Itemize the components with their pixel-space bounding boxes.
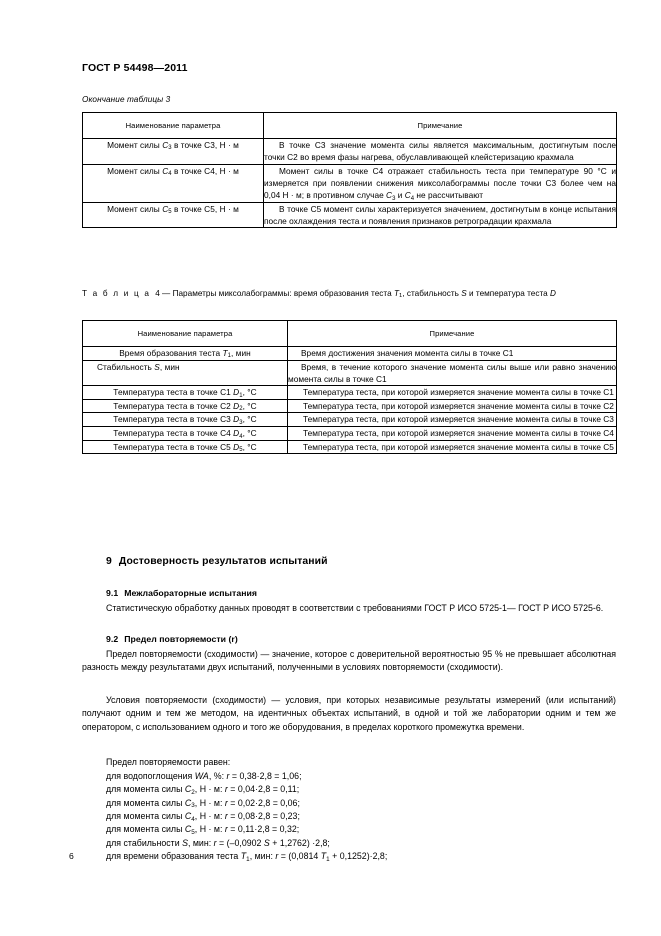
table-4-cell-note: Время достижения значения момента силы в точке С1 xyxy=(288,347,617,361)
table-4-col-parameter: Наименование параметра xyxy=(83,321,288,347)
table-row xyxy=(83,427,617,441)
formula-item: для момента силы $C_4$, Н · м: r = 0,08·2,8 = 0,23; xyxy=(106,811,300,823)
section-9-2-title: Предел повторяемости (r) xyxy=(124,634,238,644)
section-9-1-title: Межлабораторные испытания xyxy=(124,588,258,598)
section-9-2-heading xyxy=(106,634,238,644)
table-row xyxy=(83,399,617,413)
section-9-2-paragraph-2-text: Условия повторяемости (сходимости) — условия, при которых независимые результаты измерений (или испытаний) получают одним и тем же методом, на идентичных объектах испытаний, в одной и той же лаборатории одним и тем же оператором, с использованием одного и того же оборудования, в пределах короткого промежутка времени. xyxy=(82,695,616,732)
formula-item: для времени образования теста $T_1$, мин: r = (0,0814 $T_1 + 0,1252)\cdot 2,8$; xyxy=(106,851,388,863)
section-9-2-paragraph-1-text: Предел повторяемости (сходимости) — значение, которое с доверительной вероятностью 95 % не превышает абсолютная разность между результатами двух испытаний, полученными в условиях повторяемости (сходимости). xyxy=(82,649,616,673)
section-9-title: Достоверность результатов испытаний xyxy=(118,556,328,567)
table-4-col-note: Примечание xyxy=(288,321,617,347)
table-4-cell-parameter: Температура теста в точке C5 $D_5$, °С xyxy=(83,440,288,454)
section-9-1-paragraph xyxy=(82,602,616,615)
table-3-cell-note: Момент силы в точке С4 отражает стабильность теста при температуре 90 °С и измеряется при появлении снижения миксолабограммы после точки С3 более чем на 0,04 Н · м; в противном случае $C_3$ и $C_4$ не рассчитывают xyxy=(264,165,616,202)
table-row xyxy=(83,386,617,400)
section-9-2-paragraph-3-text: Предел повторяемости равен: xyxy=(106,757,231,767)
table-3-continuation-label: Окончание таблицы 3 xyxy=(82,95,171,104)
table-4-cell-parameter: Время образования теста $T_1$, мин xyxy=(83,347,288,361)
section-9-2-paragraph-2 xyxy=(82,694,616,734)
table-row xyxy=(83,360,617,386)
table-row xyxy=(83,440,617,454)
table-row xyxy=(83,413,617,427)
formula-item: для момента силы $C_2$, Н · м: r = 0,04·2,8 = 0,11; xyxy=(106,784,300,796)
section-9-2-paragraph-3 xyxy=(82,756,616,769)
section-9-1-paragraph-text: Статистическую обработку данных проводят в соответствии с требованиями ГОСТ Р ИСО 5725-1— ГОСТ Р ИСО 5725-6. xyxy=(106,603,604,613)
table-row xyxy=(83,347,617,361)
table-4 xyxy=(82,320,617,454)
section-9-2-paragraph-1 xyxy=(82,648,616,675)
table-4-cell-parameter: Температура теста в точке C4 $D_4$, °С xyxy=(83,427,288,441)
page-number: 6 xyxy=(69,851,74,861)
table-3-cell-parameter: Момент силы $C_5$ в точке C5, Н · м xyxy=(83,202,264,228)
table-4-caption-number: 4 xyxy=(155,289,160,298)
formula-item: для стабильности S, мин: r = (–0,0902 S + 1,2762) ·2,8; xyxy=(106,837,330,848)
table-4-caption-prefix: Т а б л и ц а xyxy=(82,289,151,298)
table-4-cell-note: Температура теста, при которой измеряется значение момента силы в точке С5 xyxy=(288,440,617,454)
table-4-cell-note: Температура теста, при которой измеряется значение момента силы в точке С4 xyxy=(288,427,617,441)
standard-header: ГОСТ Р 54498—2011 xyxy=(82,62,188,74)
table-4-cell-parameter: Температура теста в точке C2 $D_2$, °С xyxy=(83,399,288,413)
table-3-cell-note: В точке С3 значение момента силы является максимальным, достигнутым после точки С2 во время фазы нагрева, обуславливающей клейстеризацию крахмала xyxy=(264,140,616,163)
table-3-col-note: Примечание xyxy=(264,113,617,139)
section-9-2-number: 9.2 xyxy=(106,634,119,644)
section-9-heading xyxy=(106,556,328,567)
table-3-cell-parameter: Момент силы $C_3$ в точке C3, Н · м xyxy=(83,139,264,165)
table-4-cell-note: Температура теста, при которой измеряется значение момента силы в точке С1 xyxy=(288,386,617,400)
table-3-cell-parameter: Момент силы $C_4$ в точке C4, Н · м xyxy=(83,164,264,202)
table-4-cell-note: Температура теста, при которой измеряется значение момента силы в точке С2 xyxy=(288,399,617,413)
section-9-number: 9 xyxy=(106,556,112,567)
table-4-cell-parameter: Стабильность S, мин xyxy=(83,360,288,386)
table-4-header-row xyxy=(83,321,617,347)
section-9-1-heading xyxy=(106,588,257,598)
formula-item: для момента силы $C_3$, Н · м: r = 0,02·2,8 = 0,06; xyxy=(106,797,300,810)
table-row xyxy=(83,139,617,165)
table-4-cell-parameter: Температура теста в точке C1 $D_1$, °С xyxy=(83,386,288,400)
table-4-cell-note: Температура теста, при которой измеряется значение момента силы в точке С3 xyxy=(288,413,617,427)
formula-item: для водопоглощения WA, %: r = 0,38·2,8 = 1,06; xyxy=(106,771,302,781)
table-4-cell-parameter: Температура теста в точке C3 $D_3$, °С xyxy=(83,413,288,427)
repeatability-formula-list xyxy=(82,770,616,864)
section-9-1-number: 9.1 xyxy=(106,588,119,598)
table-3-header-row xyxy=(83,113,617,139)
formula-item: для момента силы $C_5$, Н · м: r = 0,11·2,8 = 0,32; xyxy=(106,824,300,837)
table-row xyxy=(83,202,617,228)
table-4-cell-note: Время, в течение которого значение момента силы выше или равно значению момента силы в точке С1 xyxy=(288,361,616,384)
table-3-col-parameter: Наименование параметра xyxy=(83,113,264,139)
table-3-cell-note: В точке С5 момент силы характеризуется значением, достигнутым в конце испытания после охлаждения теста и появления признаков ретроградации крахмала xyxy=(264,203,616,227)
table-row xyxy=(83,164,617,202)
table-3 xyxy=(82,112,617,228)
table-4-caption: Т а б л и ц а 4 — Параметры миксолабограммы: время образования теста $T_1$, стабильность S и температура теста D xyxy=(82,289,556,300)
